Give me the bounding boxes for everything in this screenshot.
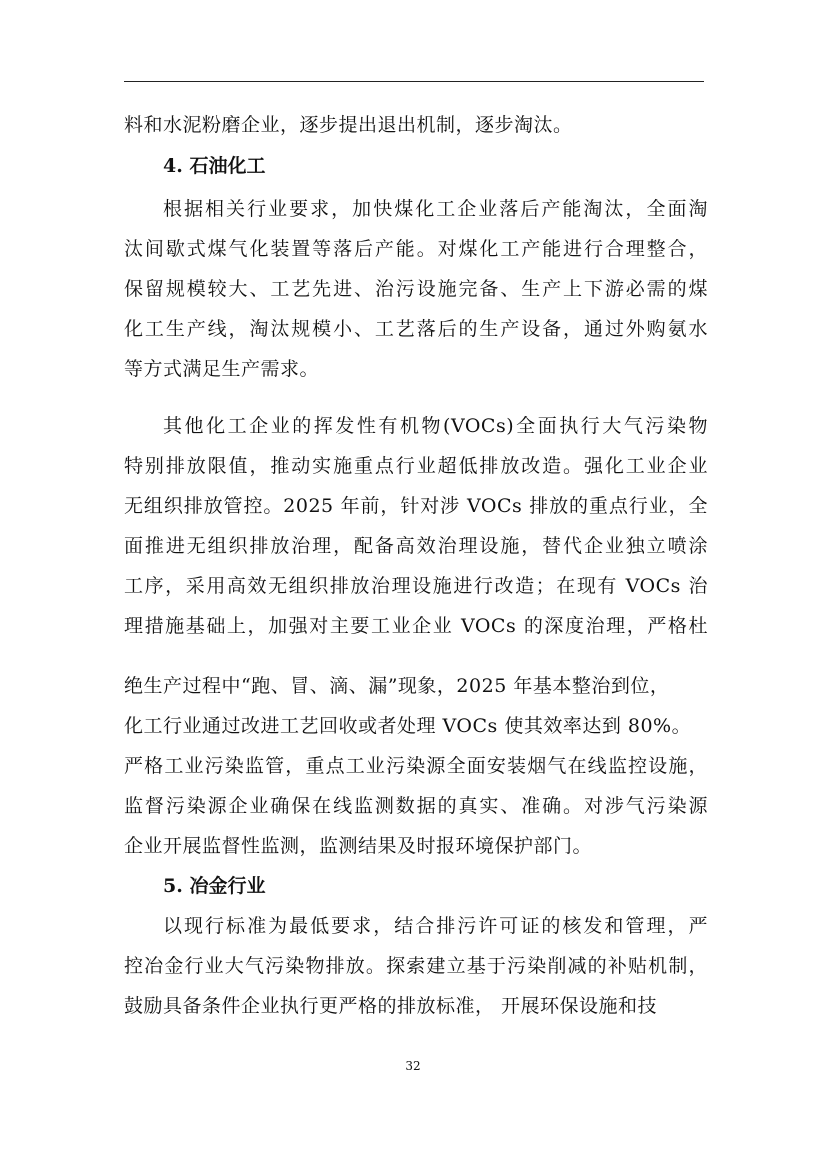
body-line: 无组织排放管控。2025 年前，针对涉 VOCs 排放的重点行业，全	[124, 495, 708, 517]
body-line: 其他化工企业的挥发性有机物(VOCs)全面执行大气污染物	[163, 415, 708, 437]
body-line: 监督污染源企业确保在线监测数据的真实、准确。对涉气污染源	[124, 795, 708, 817]
body-line: 理措施基础上，加强对主要工业企业 VOCs 的深度治理，严格杜	[124, 615, 708, 637]
body-line: 化工行业通过改进工艺回收或者处理 VOCs 使其效率达到 80%。	[124, 715, 692, 737]
body-line: 汰间歇式煤气化装置等落后产能。对煤化工产能进行合理整合，	[124, 238, 708, 260]
body-line: 控冶金行业大气污染物排放。探索建立基于污染削减的补贴机制，	[124, 955, 708, 977]
body-line: 面推进无组织排放治理，配备高效治理设施，替代企业独立喷涂	[124, 535, 708, 557]
body-line: 工序，采用高效无组织排放治理设施进行改造；在现有 VOCs 治	[124, 575, 708, 597]
section-heading-petrochemical: 4. 石油化工	[163, 155, 266, 177]
body-line: 根据相关行业要求，加快煤化工企业落后产能淘汰，全面淘	[163, 198, 708, 220]
body-line: 企业开展监督性监测，监测结果及时报环境保护部门。	[124, 835, 593, 857]
header-rule	[124, 81, 704, 82]
body-line: 料和水泥粉磨企业，逐步提出退出机制，逐步淘汰。	[124, 114, 573, 136]
section-heading-metallurgy: 5. 冶金行业	[163, 875, 266, 897]
body-line: 特别排放限值，推动实施重点行业超低排放改造。强化工业企业	[124, 455, 708, 477]
body-line: 严格工业污染监管，重点工业污染源全面安装烟气在线监控设施，	[124, 755, 708, 777]
body-line: 保留规模较大、工艺先进、治污设施完备、生产上下游必需的煤	[124, 278, 708, 300]
page-number: 32	[405, 1059, 421, 1073]
body-line: 以现行标准为最低要求，结合排污许可证的核发和管理，严	[163, 915, 708, 937]
body-line: 等方式满足生产需求。	[124, 358, 320, 380]
body-line: 化工生产线，淘汰规模小、工艺落后的生产设备，通过外购氨水	[124, 318, 708, 340]
body-line: 鼓励具备条件企业执行更严格的排放标准， 开展环保设施和技	[124, 995, 658, 1017]
body-line: 绝生产过程中“跑、冒、滴、漏”现象，2025 年基本整治到位，	[124, 675, 670, 697]
